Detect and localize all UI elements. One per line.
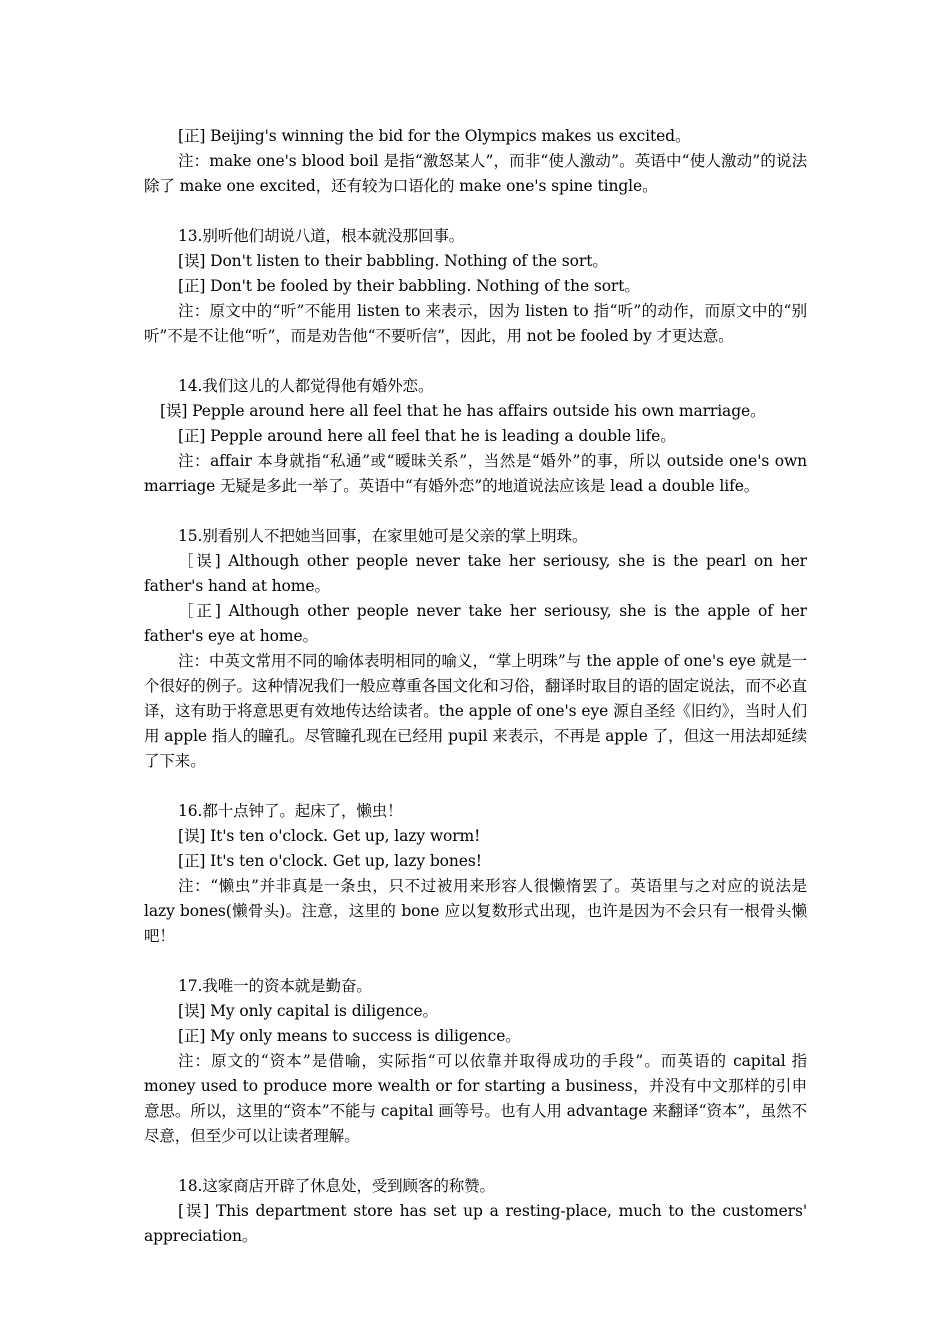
paragraph: [正] Beijing's winning the bid for the Olympics makes us excited。 [178,127,691,145]
paragraph: [正] My only means to success is diligence。 [178,1027,521,1045]
paragraph: ［正] Although other people never take her seriousy, she is the apple of her father's eye at home。 [144,602,807,645]
paragraph: [正] Don't be fooled by their babbling. Nothing of the sort。 [178,277,640,295]
paragraph-gap [144,774,807,799]
paragraph-gap [144,199,807,224]
paragraph: 16.都十点钟了。起床了，懒虫！ [178,802,403,820]
paragraph: 注：make one's blood boil 是指“激怒某人”，而非“使人激动”。英语中“使人激动”的说法除了 make one excited，还有较为口语化的 make one's spine tingle。 [144,152,807,195]
paragraph: [误] This department store has set up a resting-place, much to the customers' appreciation。 [144,1202,807,1245]
paragraph-gap [144,349,807,374]
paragraph: 13.别听他们胡说八道，根本就没那回事。 [178,227,465,245]
document-page [144,124,807,1249]
paragraph-gap [144,499,807,524]
paragraph: [误] Don't listen to their babbling. Nothing of the sort。 [178,252,608,270]
paragraph: [正] It's ten o'clock. Get up, lazy bones! [178,852,482,870]
paragraph: 注：原文中的“听”不能用 listen to 来表示，因为 listen to 指“听”的动作，而原文中的“别听”不是不让他“听”，而是劝告他“不要听信”，因此，用 not be fooled by 才更达意。 [144,302,807,345]
paragraph: 18.这家商店开辟了休息处，受到顾客的称赞。 [178,1177,495,1195]
paragraph: [正] Pepple around here all feel that he is leading a double life。 [178,427,676,445]
paragraph: 14.我们这儿的人都觉得他有婚外恋。 [178,377,434,395]
paragraph: 注：中英文常用不同的喻体表明相同的喻义，“掌上明珠”与 the apple of one's eye 就是一个很好的例子。这种情况我们一般应尊重各国文化和习俗，翻译时取目的语的固定说法，而不必直译，这有助于将意思更有效地传达给读者。the apple of one's eye 源自圣经《旧约》，当时人们用 apple 指人的瞳孔。尽管瞳孔现在已经用 pupil 来表示，不再是 apple 了，但这一用法却延续了下来。 [144,652,807,770]
paragraph: 17.我唯一的资本就是勤奋。 [178,977,372,995]
paragraph: 15.别看别人不把她当回事，在家里她可是父亲的掌上明珠。 [178,527,588,545]
paragraph: [误] My only capital is diligence。 [178,1002,438,1020]
paragraph: 注：“懒虫”并非真是一条虫，只不过被用来形容人很懒惰罢了。英语里与之对应的说法是 lazy bones(懒骨头)。注意，这里的 bone 应以复数形式出现，也许是因为不会只有一根骨头懒吧！ [144,877,807,945]
paragraph-gap [144,1149,807,1174]
paragraph: [误] It's ten o'clock. Get up, lazy worm! [178,827,481,845]
paragraph: 注：affair 本身就指“私通”或“暧昧关系”，当然是“婚外”的事，所以 outside one's own marriage 无疑是多此一举了。英语中“有婚外恋”的地道说法应该是 lead a double life。 [144,452,807,495]
paragraph-gap [144,949,807,974]
paragraph: ［误] Although other people never take her seriousy, she is the pearl on her father's hand at home。 [144,552,807,595]
paragraph: [误] Pepple around here all feel that he has affairs outside his own marriage。 [160,402,766,420]
paragraph: 注：原文的“资本”是借喻，实际指“可以依靠并取得成功的手段”。而英语的 capital 指 money used to produce more wealth or for starting a business，并没有中文那样的引申意思。所以，这里的“资本”不能与 capital 画等号。也有人用 advantage 来翻译“资本”，虽然不尽意，但至少可以让读者理解。 [144,1052,807,1145]
